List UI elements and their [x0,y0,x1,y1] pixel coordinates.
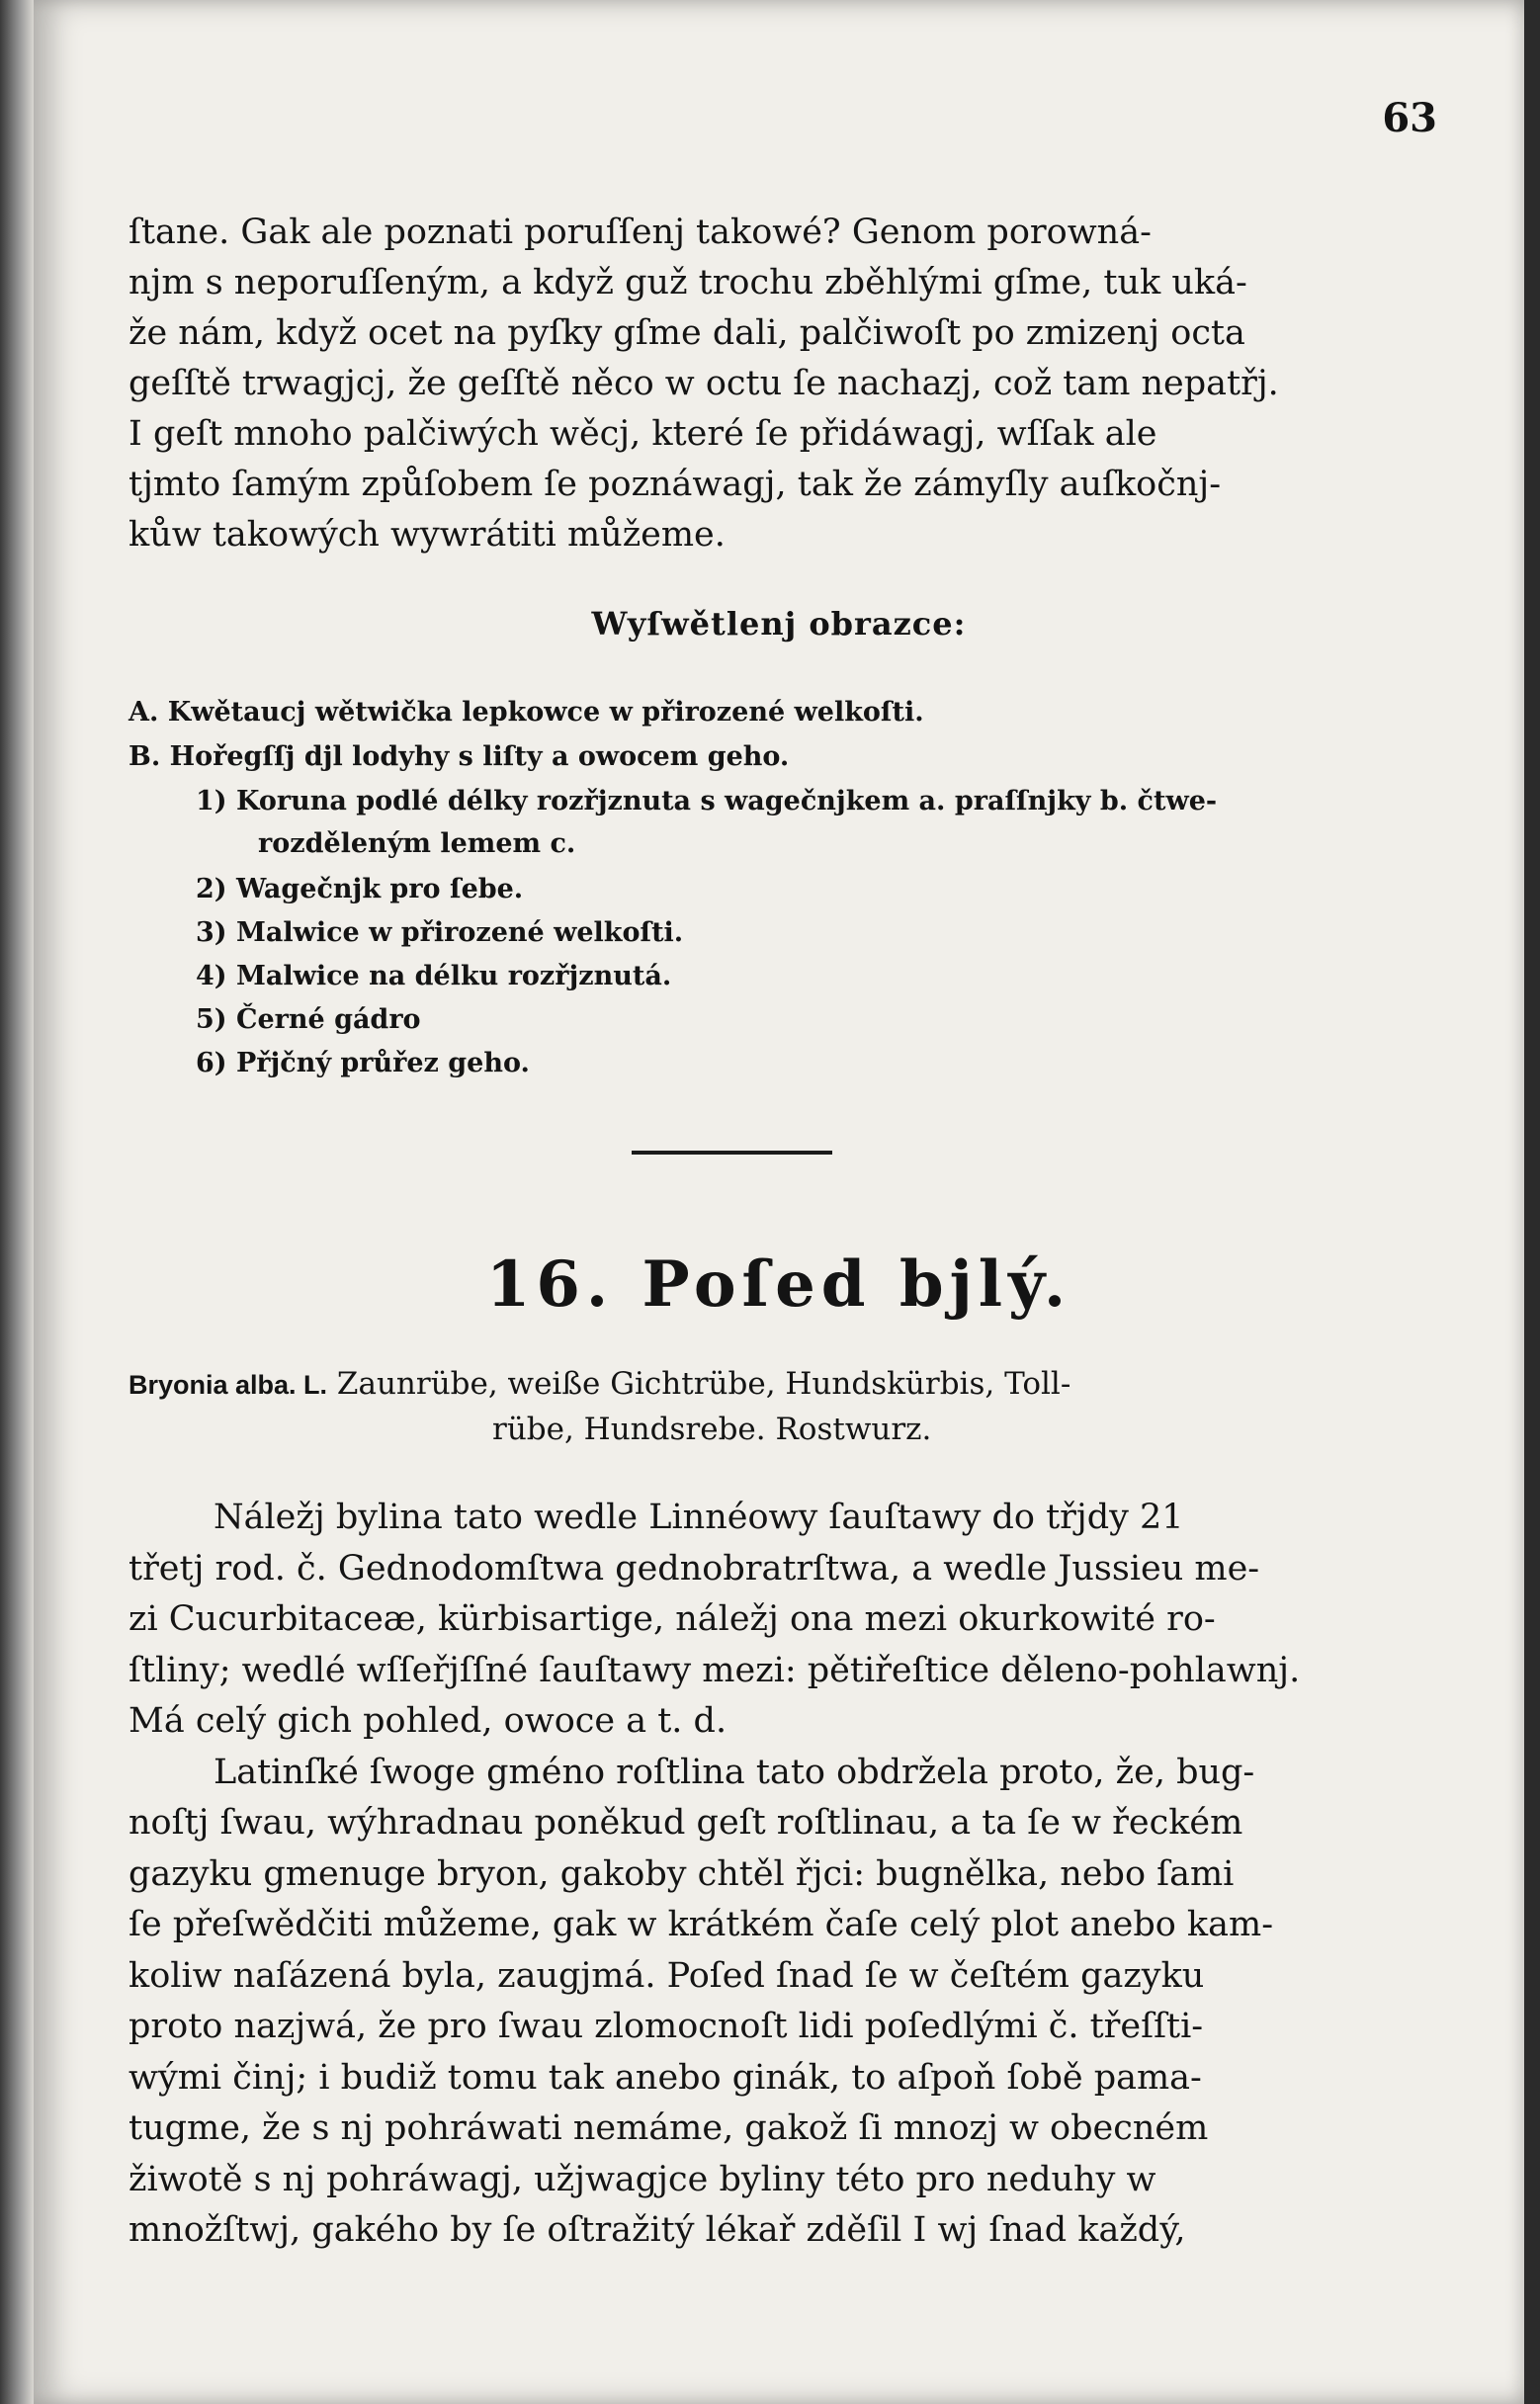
text-line: ſtane. Gak ale poznati poruſſenj takowé? Genom porowná- [128,213,1152,252]
figure-item: 6) Přjčný průřez geho. [196,1048,530,1078]
latin-name: Bryonia alba. L. [128,1370,328,1400]
figure-item: A. Kwětaucj wětwička lepkowce w přirozené welkoſti. [128,697,924,728]
text-line: žiwotě s nj pohráwagj, užjwagjce byliny této pro neduhy w [128,2159,1156,2199]
book-gutter [0,0,34,2404]
text-line: proto nazjwá, že pro ſwau zlomocnoſt lidi poſedlými č. třeſſti- [128,2007,1204,2046]
text-line: geſſtě trwagjcj, že geſſtě něco w octu ſe nachazj, což tam nepatřj. [128,364,1279,403]
text-line: ſtliny; wedlé wſſeřjſſné ſauſtawy mezi: pětiřeſtice děleno-pohlawnj. [128,1650,1301,1690]
text-line: gazyku gmenuge bryon, gakoby chtěl řjci: bugnělka, nebo ſami [128,1853,1235,1894]
book-page [34,0,1524,2404]
text-line: Náležj bylina tato wedle Linnéowy ſauſtawy do třjdy 21 [214,1498,1184,1537]
text-line: množſtwj, gakého by ſe oſtražitý lékař zděſil I wj ſnad každý, [128,2210,1186,2250]
figure-explanation-title: Wyſwětlenj obrazce: [591,605,967,643]
figure-item: rozděleným lemem c. [258,828,576,859]
text-line: I geſt mnoho palčiwých wěcj, které ſe přidáwagj, wſſak ale [128,414,1157,454]
text-line: zi Cucurbitaceæ, kürbisartige, náležj ona mezi okurkowité ro- [128,1599,1216,1639]
figure-item: 4) Malwice na délku rozřjznutá. [196,961,672,991]
intro-paragraph [128,208,1369,560]
text-line: ſe přeſwědčiti můžeme, gak w krátkém čaſe celý plot anebo kam- [128,1905,1274,1944]
figure-item: 2) Wagečnjk pro ſebe. [196,874,524,904]
section-title: 16. Poſed bjlý. [485,1247,1072,1322]
text-line: Latinſké ſwoge gméno roſtlina tato obdržela proto, že, bug- [214,1752,1255,1792]
text-line: že nám, když ocet na pyſky gſme dali, palčiwoſt po zmizenj octa [128,313,1245,353]
body-text [128,1493,1369,2257]
text-line: třetj rod. č. Gednodomſtwa gednobratrſtwa, a wedle Jussieu me- [128,1548,1260,1588]
synonyms-line-1: Zaunrübe, weiße Gichtrübe, Hundskürbis, Toll- [336,1366,1071,1402]
text-line: Má celý gich pohled, owoce a t. d. [128,1701,727,1741]
page-number: 63 [1382,95,1437,141]
figure-item: B. Hořegſſj djl lodyhy s liſty a owocem geho. [128,741,790,772]
figure-item: 5) Černé gádro [196,1004,421,1035]
text-line: njm s neporuſſeným, a když guž trochu zběhlými gſme, tuk uká- [128,263,1247,302]
text-line: kůw takowých wywrátiti můžeme. [128,515,726,555]
synonyms-line-2: rübe, Hundsrebe. Rostwurz. [492,1412,932,1447]
text-line: tugme, že s nj pohráwati nemáme, gakož ſi mnozj w obecném [128,2108,1209,2148]
text-line: tjmto ſamým způſobem ſe poznáwagj, tak že zámyſly auſkočnj- [128,465,1222,504]
text-line: koliw naſázená byla, zaugjmá. Poſed ſnad ſe w čeſtém gazyku [128,1955,1205,1996]
text-line: noſtj ſwau, wýhradnau poněkud geſt roſtlinau, a ta ſe w řeckém [128,1803,1243,1843]
figure-item: 3) Malwice w přirozené welkoſti. [196,917,684,948]
figure-item: 1) Koruna podlé délky rozřjznuta s wagečnjkem a. praſſnjky b. čtwe- [196,786,1218,816]
text-line: wými činj; i budiž tomu tak anebo ginák, to aſpoň ſobě pama- [128,2057,1202,2098]
latin-name-block [128,1362,1394,1452]
section-divider [632,1151,832,1155]
